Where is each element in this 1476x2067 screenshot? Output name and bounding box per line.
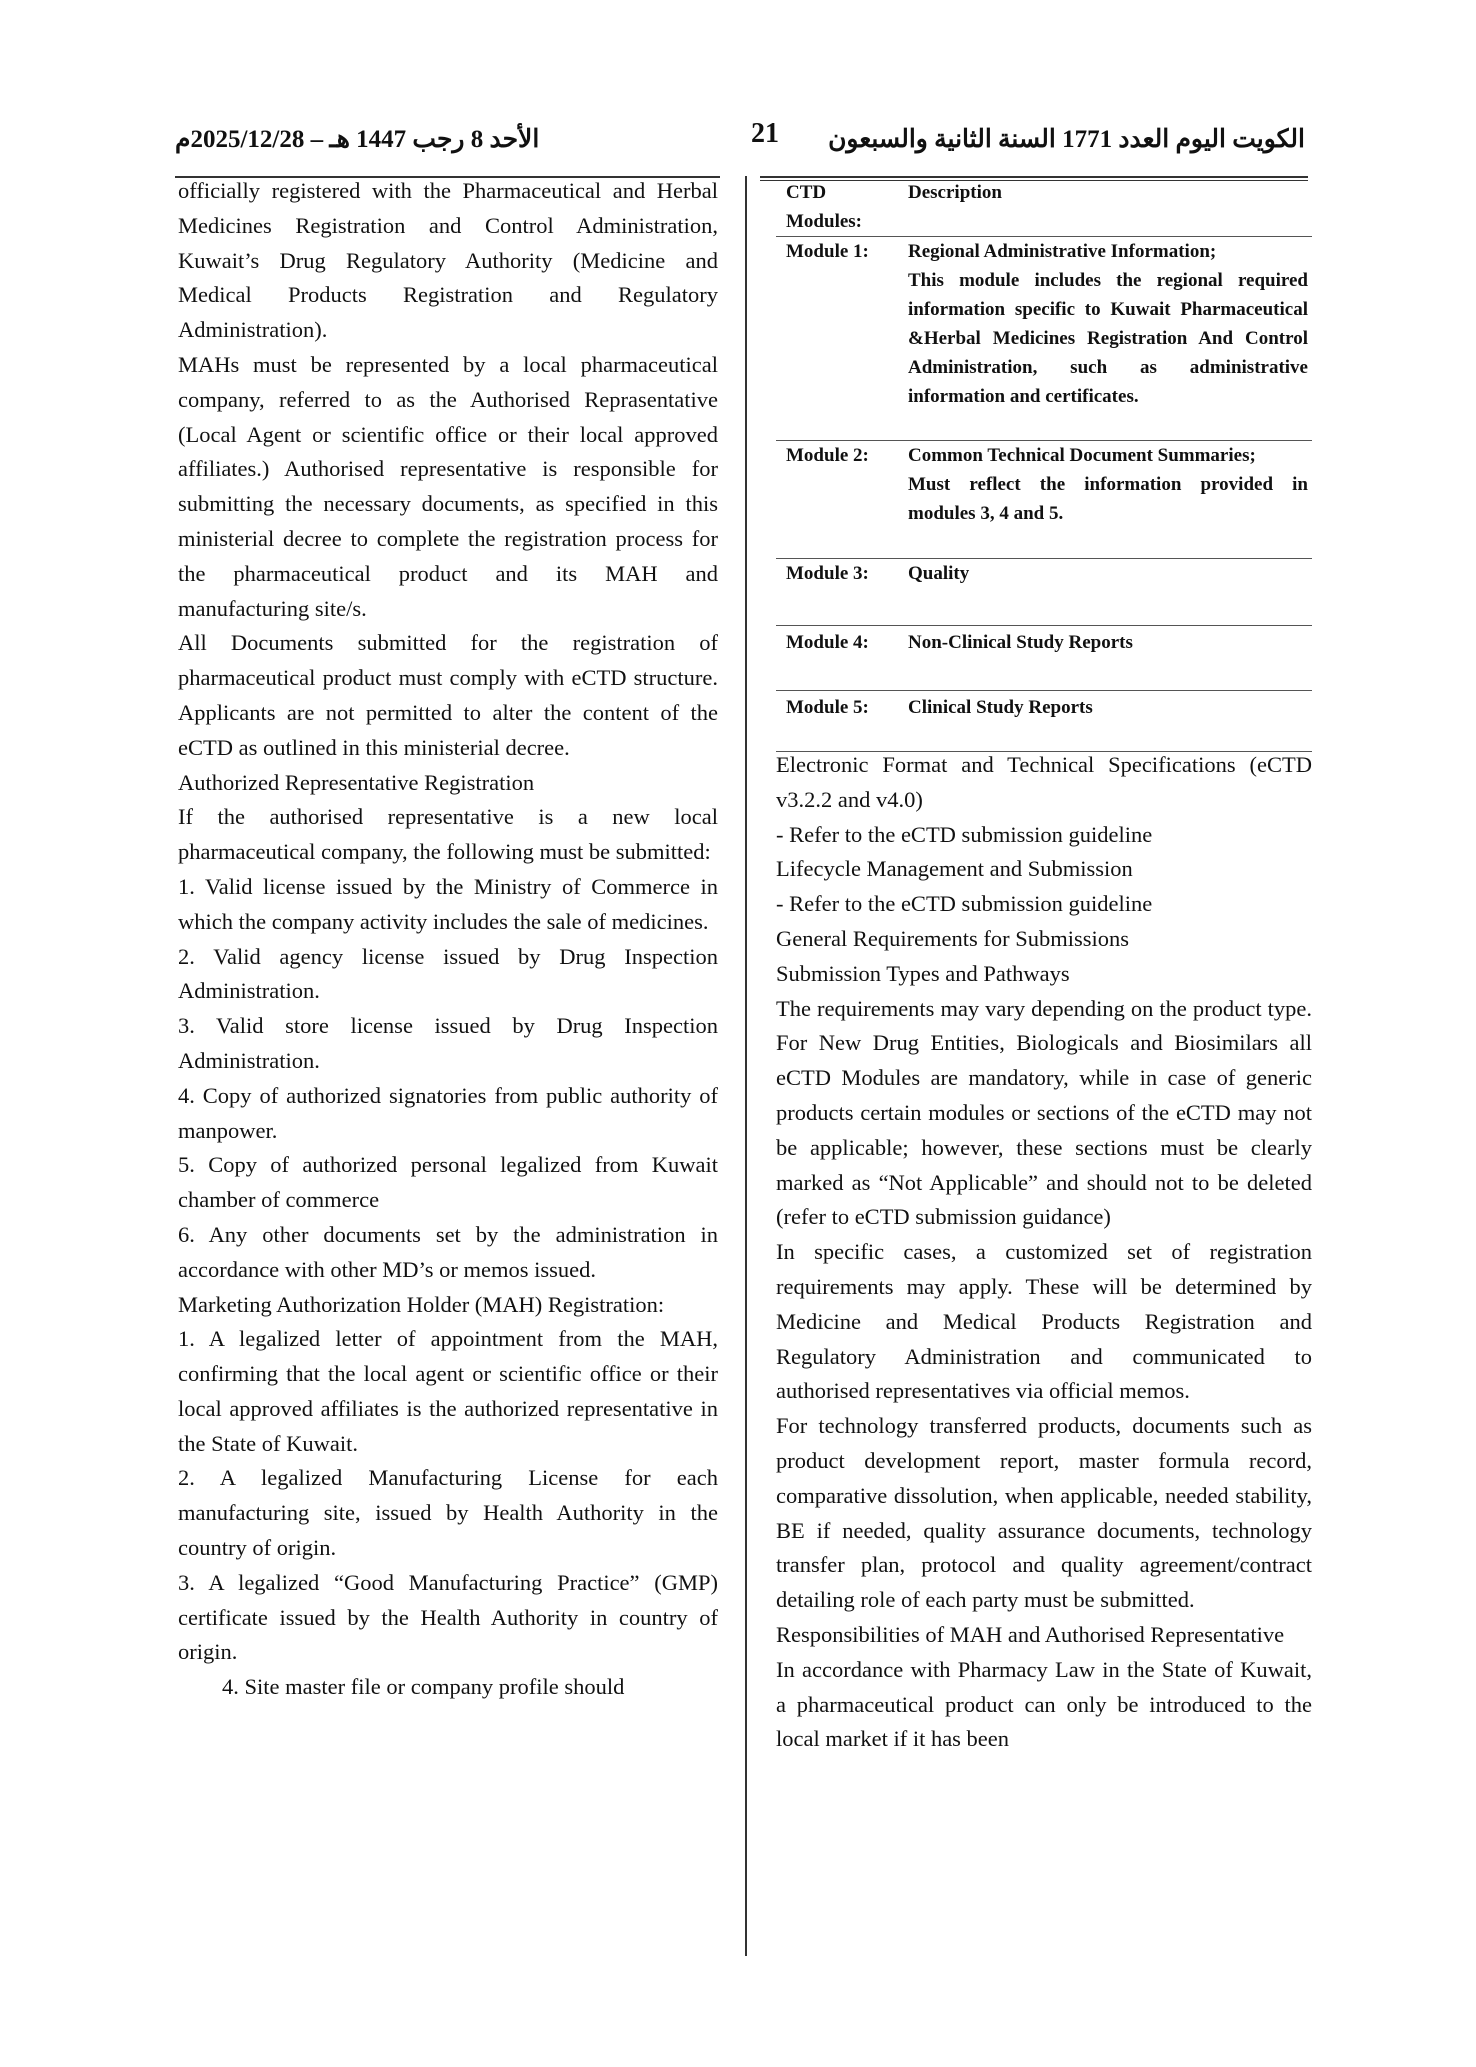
section-heading: Submission Types and Pathways (776, 960, 1070, 986)
section-heading: Electronic Format and Technical Specifications (eCTD v3.2.2 and v4.0) (776, 752, 1312, 812)
paragraph: In accordance with Pharmacy Law in the State of Kuwait, a pharmaceutical product can only be introduced to the local market if it has been (776, 1656, 1312, 1752)
paragraph: If the authorised representative is a new local pharmaceutical company, the following must be submitted: (178, 804, 718, 865)
section-heading: Responsibilities of MAH and Authorised Representative (776, 1621, 1285, 1647)
publication-title: الكويت اليوم العدد 1771 السنة الثانية والسبعون (828, 126, 1305, 153)
column-divider (745, 176, 747, 1956)
description-text: Must reflect the information provided in modules 3, 4 and 5. (908, 474, 1308, 524)
paragraph: In specific cases, a customized set of registration requirements may apply. These will be determined by Medicine and Medical Products Registration and Regulatory Administration and communicated to authorised representatives via official memos. (776, 1239, 1312, 1404)
description-title: Regional Administrative Information; (908, 241, 1217, 262)
paragraph: For technology transferred products, documents such as product development report, master formula record, comparative dissolution, when applicable, needed stability, BE if needed, quality assurance documents, technology transfer plan, protocol and quality agreement/contract detailing role of each party must be submitted. (776, 1413, 1312, 1613)
paragraph: officially registered with the Pharmaceutical and Herbal Medicines Registration and Control Administration, Kuwait’s Drug Regulatory Authority (Medicine and Medical Products Registration and Regulatory Administration). (178, 178, 718, 343)
list-item: 2. A legalized Manufacturing License for each manufacturing site, issued by Health Authority in the country of origin. (178, 1465, 718, 1561)
ctd-modules-table (776, 178, 1312, 752)
table-header-row (776, 178, 1312, 237)
left-column (178, 174, 718, 1705)
table-row (776, 691, 1312, 752)
description-text: This module includes the regional required information specific to Kuwait Pharmaceutical &Herbal Medicines Registration And Control Administration, such as administrative information and certificates. (908, 270, 1308, 407)
section-heading: Authorized Representative Registration (178, 769, 535, 795)
list-item: 3. A legalized “Good Manufacturing Practice” (GMP) certificate issued by the Health Authority in country of origin. (178, 1569, 718, 1665)
table-cell-module: Module 2: (786, 445, 869, 466)
table-cell-module: Module 1: (786, 241, 869, 262)
list-item: 5. Copy of authorized personal legalized from Kuwait chamber of commerce (178, 1152, 718, 1213)
table-row (776, 441, 1312, 559)
table-row (776, 237, 1312, 441)
table-cell-module: Module 5: (786, 697, 869, 718)
right-column (776, 748, 1312, 1757)
page-header (175, 118, 1305, 158)
list-item: 4. Site master file or company profile should (222, 1674, 625, 1700)
table-header-description: Description (908, 182, 1002, 203)
table-row (776, 626, 1312, 691)
section-heading: Lifecycle Management and Submission (776, 856, 1133, 882)
description-title: Common Technical Document Summaries; (908, 445, 1256, 466)
list-item: 1. Valid license issued by the Ministry of Commerce in which the company activity includes the sale of medicines. (178, 873, 718, 934)
paragraph: MAHs must be represented by a local pharmaceutical company, referred to as the Authorised Reprasentative (Local Agent or scientific office or their local approved affiliates.) Authorised representative is responsible for submitting the necessary documents, as specified in this ministerial decree to complete the registration process for the pharmaceutical product and its MAH and manufacturing site/s. (178, 351, 718, 621)
list-item: 4. Copy of authorized signatories from public authority of manpower. (178, 1082, 718, 1143)
table-cell-description (908, 237, 1312, 411)
list-item: 3. Valid store license issued by Drug Inspection Administration. (178, 1013, 718, 1073)
table-cell-description (908, 626, 1312, 657)
paragraph: - Refer to the eCTD submission guideline (776, 821, 1153, 847)
table-cell-description (908, 691, 1312, 722)
list-item: 2. Valid agency license issued by Drug Inspection Administration. (178, 943, 718, 1004)
paragraph: The requirements may vary depending on the product type. For New Drug Entities, Biologicals and Biosimilars all eCTD Modules are mandatory, while in case of generic products certain modules or sections of the eCTD may not be applicable; however, these sections must be clearly marked as “Not Applicable” and should not to be deleted (refer to eCTD submission guidance) (776, 995, 1312, 1230)
table-row (776, 559, 1312, 626)
description-title: Clinical Study Reports (908, 697, 1093, 718)
description-title: Non-Clinical Study Reports (908, 632, 1133, 653)
description-title: Quality (908, 563, 970, 584)
table-header-modules: CTD Modules: (786, 182, 862, 232)
section-heading: General Requirements for Submissions (776, 925, 1130, 951)
table-cell-description (908, 559, 1312, 588)
table-cell-description (908, 441, 1312, 528)
table-cell-module: Module 3: (786, 563, 869, 584)
paragraph: - Refer to the eCTD submission guideline (776, 891, 1153, 917)
page-number: 21 (751, 118, 779, 149)
table-cell-module: Module 4: (786, 632, 869, 653)
list-item: 6. Any other documents set by the administration in accordance with other MD’s or memos issued. (178, 1221, 718, 1282)
issue-date: الأحد 8 رجب 1447 هـ – 2025/12/28م (175, 126, 540, 153)
section-heading: Marketing Authorization Holder (MAH) Registration: (178, 1291, 665, 1317)
list-item: 1. A legalized letter of appointment from the MAH, confirming that the local agent or scientific office or their local approved affiliates is the authorized representative in the State of Kuwait. (178, 1326, 718, 1456)
paragraph: All Documents submitted for the registration of pharmaceutical product must comply with eCTD structure. Applicants are not permitted to alter the content of the eCTD as outlined in this ministerial decree. (178, 630, 718, 760)
